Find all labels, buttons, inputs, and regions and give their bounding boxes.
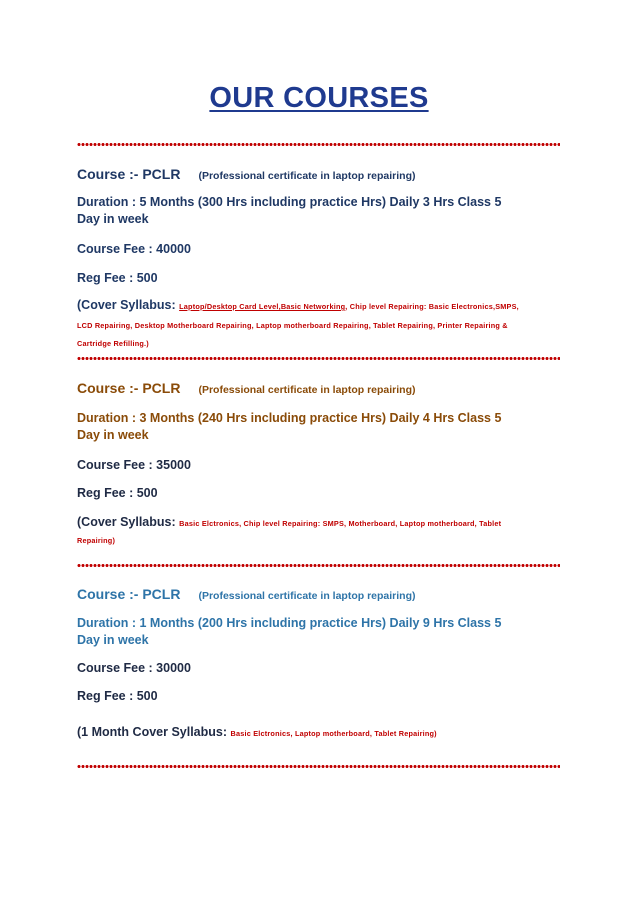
course-heading: [77, 166, 567, 182]
duration-line: Duration : 5 Months (300 Hrs including practice Hrs) Daily 3 Hrs Class 5: [77, 195, 502, 209]
course-heading: [77, 380, 567, 396]
course-description: (Professional certificate in laptop repairing): [198, 170, 416, 182]
course-syllabus-2: [77, 514, 567, 548]
course-duration-1: [77, 194, 567, 228]
course-description: (Professional certificate in laptop repairing): [198, 384, 416, 396]
course-duration-2: [77, 410, 567, 444]
course-block-2: [77, 380, 567, 396]
course-block-1: [77, 166, 567, 182]
course-heading: [77, 586, 567, 602]
syllabus-label: (1 Month Cover Syllabus:: [77, 725, 228, 739]
course-syllabus-1: [77, 297, 567, 351]
syllabus-line: [77, 297, 567, 315]
duration-line: Duration : 3 Months (240 Hrs including practice Hrs) Daily 4 Hrs Class 5: [77, 411, 502, 425]
course-label: Course :- PCLR: [77, 166, 181, 182]
course-fee: Course Fee : 35000: [77, 458, 191, 472]
dotted-separator: [77, 764, 560, 769]
syllabus-text: , Chip level Repairing: Basic Electronics,SMPS,: [345, 302, 519, 311]
page-title-wrap: [0, 82, 638, 115]
syllabus-text-3: Cartridge Refilling.): [77, 339, 149, 348]
syllabus-line: [77, 514, 567, 532]
course-fee: Course Fee : 40000: [77, 242, 191, 256]
course-description: (Professional certificate in laptop repairing): [198, 590, 416, 602]
syllabus-label: (Cover Syllabus:: [77, 515, 176, 529]
duration-line-2: Day in week: [77, 212, 149, 226]
syllabus-label: (Cover Syllabus:: [77, 298, 176, 312]
syllabus-text: Basic Elctronics, Laptop motherboard, Tablet Repairing): [230, 729, 437, 738]
dotted-separator: [77, 563, 560, 568]
syllabus-line: [77, 724, 567, 742]
reg-fee: Reg Fee : 500: [77, 486, 158, 500]
syllabus-text: Basic Elctronics, Chip level Repairing: SMPS, Motherboard, Laptop motherboard, Tablet: [179, 519, 502, 528]
syllabus-text-2: LCD Repairing, Desktop Motherboard Repairing, Laptop motherboard Repairing, Tablet Repairing, Printer Repairing &: [77, 321, 508, 330]
course-fee: Course Fee : 30000: [77, 661, 191, 675]
reg-fee: Reg Fee : 500: [77, 271, 158, 285]
dotted-separator: [77, 142, 560, 147]
duration-line: Duration : 1 Months (200 Hrs including practice Hrs) Daily 9 Hrs Class 5: [77, 616, 502, 630]
course-syllabus-3: [77, 724, 567, 742]
course-label: Course :- PCLR: [77, 586, 181, 602]
syllabus-underlined: Laptop/Desktop Card Level,Basic Networking: [179, 302, 346, 311]
dotted-separator: [77, 356, 560, 361]
syllabus-text-2: Repairing): [77, 536, 116, 545]
duration-line-2: Day in week: [77, 633, 149, 647]
course-label: Course :- PCLR: [77, 380, 181, 396]
course-block-3: [77, 586, 567, 602]
reg-fee: Reg Fee : 500: [77, 689, 158, 703]
course-duration-3: [77, 615, 567, 649]
page-title: OUR COURSES: [209, 82, 429, 114]
duration-line-2: Day in week: [77, 428, 149, 442]
